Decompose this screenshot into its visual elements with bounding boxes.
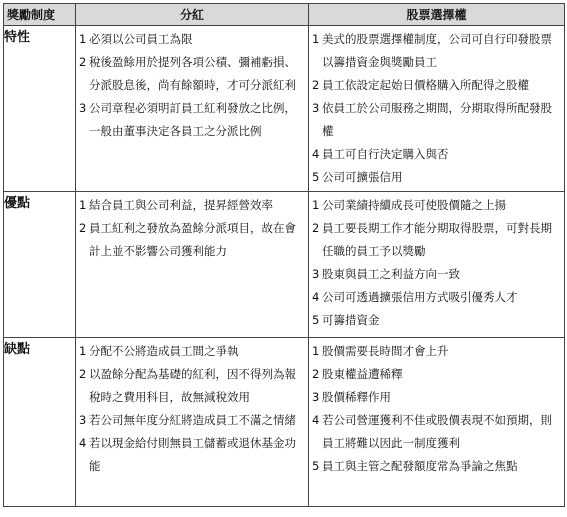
item-text: 分配不公將造成員工間之爭執: [89, 344, 239, 358]
comparison-table: [3, 3, 565, 507]
row-label: 缺點: [4, 338, 76, 507]
stock-option-cell: [309, 192, 565, 338]
item-list: [309, 26, 564, 191]
item-text: 若以現金給付則無員工儲蓄或退休基金功能: [89, 436, 296, 473]
header-row: [4, 4, 565, 26]
list-item: [79, 363, 306, 409]
row-label: 特性: [4, 26, 76, 192]
dividend-cell: [76, 338, 309, 507]
list-item: [312, 309, 562, 332]
row-features: [4, 26, 565, 192]
item-text: 美式的股票選擇權制度，公司可自行印發股票以籌措資金與獎勵員工: [322, 32, 552, 69]
item-text: 依員工於公司服務之期間，分期取得所配發股權: [322, 101, 552, 138]
item-list: [76, 338, 308, 480]
item-text: 股價稀釋作用: [322, 390, 391, 404]
list-item: [312, 166, 562, 189]
list-item: [79, 217, 306, 263]
item-number: 1: [312, 32, 320, 46]
item-number: 1: [79, 344, 87, 358]
list-item: [79, 51, 306, 97]
row-advantages: [4, 192, 565, 338]
item-number: 3: [312, 101, 320, 115]
list-item: [312, 97, 562, 143]
item-text: 員工依設定起始日價格購入所配得之股權: [322, 78, 529, 92]
list-item: [312, 28, 562, 74]
item-text: 必須以公司員工為限: [89, 32, 193, 46]
item-number: 5: [312, 313, 320, 327]
item-text: 員工紅利之發放為盈餘分派項目，故在會計上並不影響公司獲利能力: [89, 221, 296, 258]
header-category: 獎勵制度: [4, 4, 76, 26]
item-text: 股價需要長時間才會上升: [322, 344, 449, 358]
list-item: [312, 363, 562, 386]
list-item: [79, 409, 306, 432]
item-number: 2: [79, 55, 87, 69]
item-number: 4: [312, 290, 320, 304]
item-text: 公司可擴張信用: [322, 170, 403, 184]
item-number: 2: [312, 367, 320, 381]
dividend-cell: [76, 192, 309, 338]
item-text: 公司可透過擴張信用方式吸引優秀人才: [322, 290, 518, 304]
row-label: 優點: [4, 192, 76, 338]
row-disadvantages: [4, 338, 565, 507]
list-item: [312, 194, 562, 217]
list-item: [312, 386, 562, 409]
item-list: [309, 338, 564, 480]
item-text: 員工與主管之配發額度常為爭論之焦點: [322, 459, 518, 473]
item-text: 若公司營運獲利不佳或股價表現不如預期，則員工將難以因此一制度獲利: [322, 413, 552, 450]
item-list: [76, 26, 308, 145]
list-item: [312, 409, 562, 455]
list-item: [79, 28, 306, 51]
item-number: 3: [312, 267, 320, 281]
item-number: 2: [312, 78, 320, 92]
item-text: 公司章程必須明訂員工紅利發放之比例，一般由董事決定各員工之分派比例: [89, 101, 296, 138]
item-number: 4: [312, 413, 320, 427]
list-item: [79, 432, 306, 478]
list-item: [312, 286, 562, 309]
item-number: 3: [79, 413, 87, 427]
header-dividend: 分紅: [76, 4, 309, 26]
list-item: [79, 194, 306, 217]
item-text: 股東與員工之利益方向一致: [322, 267, 460, 281]
list-item: [79, 97, 306, 143]
item-number: 1: [312, 198, 320, 212]
item-number: 3: [79, 101, 87, 115]
header-stock-option: 股票選擇權: [309, 4, 565, 26]
stock-option-cell: [309, 338, 565, 507]
item-number: 4: [312, 147, 320, 161]
item-text: 員工要長期工作才能分期取得股票，可對長期任職的員工予以獎勵: [322, 221, 552, 258]
list-item: [312, 74, 562, 97]
item-text: 稅後盈餘用於提列各項公積、彌補虧損、分派股息後，尚有餘額時，才可分派紅利: [89, 55, 296, 92]
list-item: [312, 217, 562, 263]
list-item: [312, 340, 562, 363]
item-list: [76, 192, 308, 265]
item-number: 1: [312, 344, 320, 358]
list-item: [79, 340, 306, 363]
item-list: [309, 192, 564, 334]
item-text: 若公司無年度分紅將造成員工不滿之情緒: [89, 413, 296, 427]
item-number: 4: [79, 436, 87, 450]
item-text: 以盈餘分配為基礎的紅利，因不得列為報稅時之費用科目，故無減稅效用: [89, 367, 296, 404]
stock-option-cell: [309, 26, 565, 192]
item-text: 員工可自行決定購入與否: [322, 147, 449, 161]
item-number: 5: [312, 170, 320, 184]
item-number: 3: [312, 390, 320, 404]
dividend-cell: [76, 26, 309, 192]
item-text: 股東權益遭稀釋: [322, 367, 403, 381]
item-text: 公司業績持續成長可使股價隨之上揚: [322, 198, 506, 212]
item-text: 可籌措資金: [322, 313, 380, 327]
item-number: 1: [79, 198, 87, 212]
item-number: 1: [79, 32, 87, 46]
item-number: 5: [312, 459, 320, 473]
item-number: 2: [312, 221, 320, 235]
list-item: [312, 143, 562, 166]
list-item: [312, 263, 562, 286]
item-text: 結合員工與公司利益，提昇經營效率: [89, 198, 273, 212]
item-number: 2: [79, 367, 87, 381]
list-item: [312, 455, 562, 478]
item-number: 2: [79, 221, 87, 235]
